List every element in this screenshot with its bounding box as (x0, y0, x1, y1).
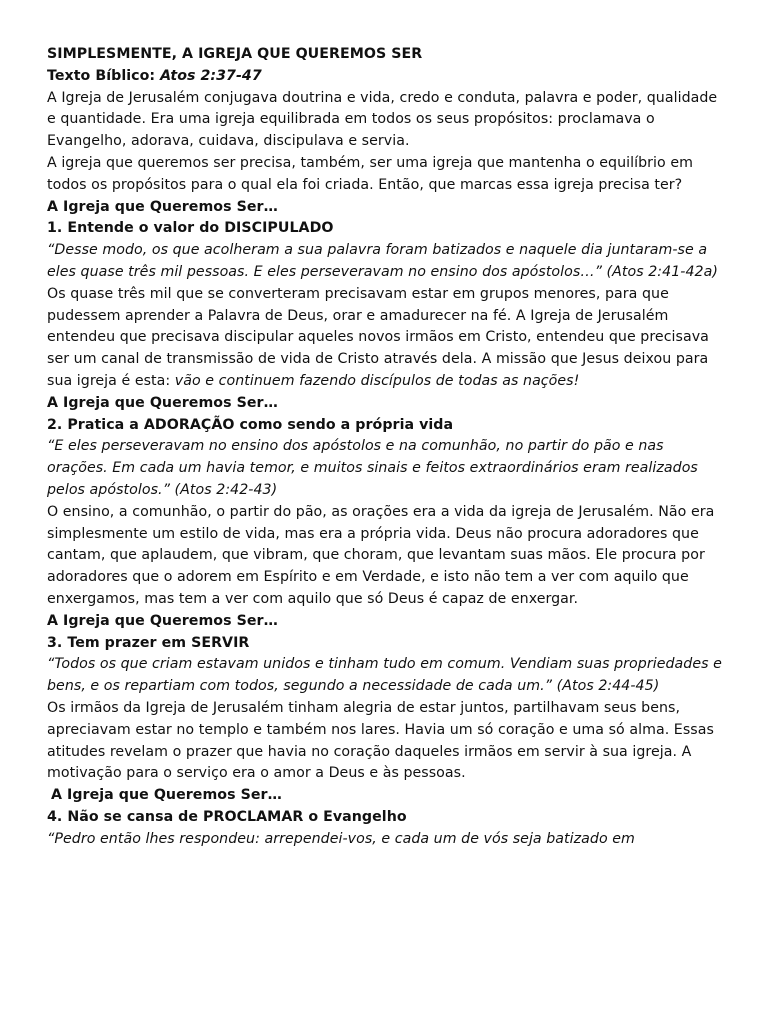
section-3-quote: “Todos os que criam estavam unidos e tinham tudo em comum. Vendiam suas propriedades e bens, e os repartiam com todos, segundo a necessidade de cada um.” (Atos 2:44-45) (47, 656, 722, 695)
section-4-heading: 4. Não se cansa de PROCLAMAR o Evangelho (47, 808, 407, 825)
section-2-body: O ensino, a comunhão, o partir do pão, as orações era a vida da igreja de Jerusalém. Não era simplesmente um estilo de vida, mas era a própria vida. Deus não procura adoradores que cantam, que aplaudem, que vibram, que choram, que levantam suas mãos. Ele procura por adoradores que o adorem em Espírito e em Verdade, e isto não tem a ver com aquilo que enxergamos, mas tem a ver com aquilo que só Deus é capaz de enxergar. (47, 503, 715, 607)
section-3-heading: 3. Tem prazer em SERVIR (47, 634, 250, 651)
intro-paragraph-1: A Igreja de Jerusalém conjugava doutrina e vida, credo e conduta, palavra e poder, qualidade e quantidade. Era uma igreja equilibrada em todos os seus propósitos: proclamava o Evangelho, adorava, cuidava, discipulava e servia. (47, 89, 718, 150)
section-2-quote: “E eles perseveravam no ensino dos apóstolos e na comunhão, no partir do pão e nas orações. Em cada um havia temor, e muitos sinais e feitos extraordinários eram realizados pelos apóstolos.” (Atos 2:42-43) (47, 438, 698, 498)
section-4-lead: A Igreja que Queremos Ser… (51, 787, 282, 804)
bible-text-line (47, 66, 728, 88)
document-title: SIMPLESMENTE, A IGREJA QUE QUEREMOS SER (47, 46, 423, 62)
section-1-body-italic: vão e continuem fazendo discípulos de todas as nações! (174, 372, 580, 389)
section-1-body (47, 284, 728, 393)
section-2-lead: A Igreja que Queremos Ser… (47, 394, 278, 411)
section-1-heading: 1. Entende o valor do DISCIPULADO (47, 220, 334, 237)
bible-text-label: Texto Bíblico: (47, 67, 161, 84)
bible-text-reference: Atos 2:37-47 (160, 67, 262, 84)
section-3-body: Os irmãos da Igreja de Jerusalém tinham alegria de estar juntos, partilhavam seus bens, apreciavam estar no templo e também nos lares. Havia um só coração e uma só alma. Essas atitudes revelam o prazer que havia no coração daqueles irmãos em servir à sua igreja. A motivação para o serviço era o amor a Deus e às pessoas. (47, 699, 714, 782)
section-1-quote: “Desse modo, os que acolheram a sua palavra foram batizados e naquele dia juntaram-se a eles quase três mil pessoas. E eles perseveravam no ensino dos apóstolos…” (Atos 2:41-42a) (47, 242, 718, 280)
section-1-body-text: Os quase três mil que se converteram precisavam estar em grupos menores, para que pudessem aprender a Palavra de Deus, orar e amadurecer na fé. A Igreja de Jerusalém entendeu que precisava discipular aqueles novos irmãos em Cristo, entendeu que precisava ser um canal de transmissão de vida de Cristo através dela. A missão que Jesus deixou para sua igreja é esta: (47, 285, 709, 389)
section-1-lead: A Igreja que Queremos Ser… (47, 198, 278, 215)
intro-paragraph-2: A igreja que queremos ser precisa, também, ser uma igreja que mantenha o equilíbrio em todos os propósitos para o qual ela foi criada. Então, que marcas essa igreja precisa ter? (47, 154, 693, 193)
section-3-lead: A Igreja que Queremos Ser… (47, 612, 278, 629)
section-4-quote: “Pedro então lhes respondeu: arrependei-vos, e cada um de vós seja batizado em (47, 830, 635, 847)
section-2-heading: 2. Pratica a ADORAÇÃO como sendo a própria vida (47, 416, 454, 433)
